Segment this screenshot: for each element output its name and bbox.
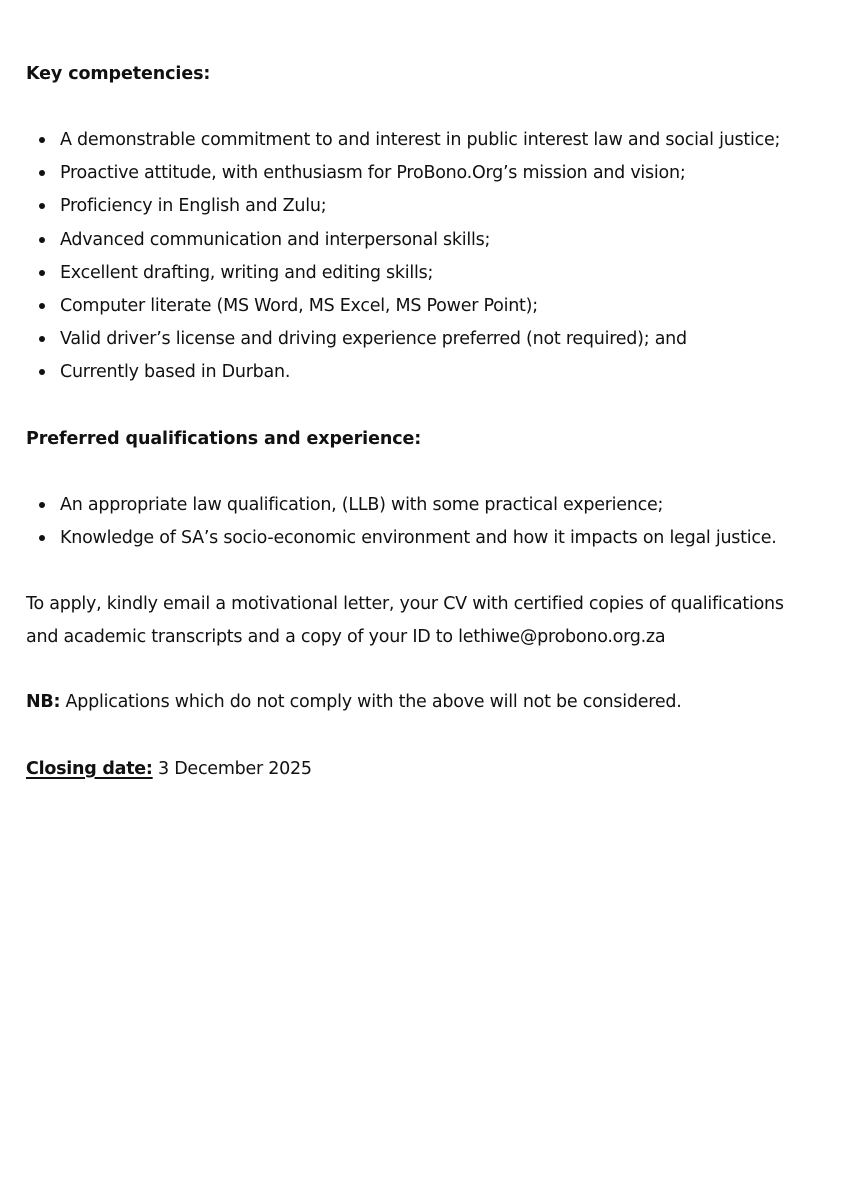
list-item: Advanced communication and interpersonal skills; xyxy=(0,229,848,262)
bullet-icon xyxy=(39,369,45,375)
bullet-icon xyxy=(39,502,45,508)
list-item: Currently based in Durban. xyxy=(0,361,848,394)
nb-label: NB: xyxy=(26,692,61,712)
bullet-icon xyxy=(39,535,45,541)
bullet-icon xyxy=(39,137,45,143)
list-item: Proficiency in English and Zulu; xyxy=(0,195,848,228)
closing-date-label: Closing date: xyxy=(26,759,153,779)
list-item: Knowledge of SA’s socio-economic environment and how it impacts on legal justice. xyxy=(0,527,848,560)
bullet-icon xyxy=(39,237,45,243)
list-item: Valid driver’s license and driving experience preferred (not required); and xyxy=(0,328,848,361)
closing-date xyxy=(26,753,312,786)
nb-text: Applications which do not comply with the above will not be considered. xyxy=(60,692,682,712)
bullet-icon xyxy=(39,270,45,276)
key-competencies-list xyxy=(0,129,848,395)
list-item: Proactive attitude, with enthusiasm for ProBono.Org’s mission and vision; xyxy=(0,162,848,195)
list-item: An appropriate law qualification, (LLB) with some practical experience; xyxy=(0,494,848,527)
preferred-qualifications-list xyxy=(0,494,848,560)
nb-note xyxy=(26,686,682,719)
closing-date-value: 3 December 2025 xyxy=(152,759,312,779)
list-item: Excellent drafting, writing and editing skills; xyxy=(0,262,848,295)
apply-instructions xyxy=(26,588,784,654)
preferred-qualifications-heading: Preferred qualifications and experience: xyxy=(26,429,422,449)
apply-line-1: To apply, kindly email a motivational letter, your CV with certified copies of qualifications xyxy=(26,594,784,614)
bullet-icon xyxy=(39,203,45,209)
apply-line-2: and academic transcripts and a copy of your ID to lethiwe@probono.org.za xyxy=(26,627,666,647)
list-item: A demonstrable commitment to and interest in public interest law and social justice; xyxy=(0,129,848,162)
list-item: Computer literate (MS Word, MS Excel, MS Power Point); xyxy=(0,295,848,328)
key-competencies-heading: Key competencies: xyxy=(26,64,211,84)
bullet-icon xyxy=(39,336,45,342)
bullet-icon xyxy=(39,303,45,309)
bullet-icon xyxy=(39,170,45,176)
